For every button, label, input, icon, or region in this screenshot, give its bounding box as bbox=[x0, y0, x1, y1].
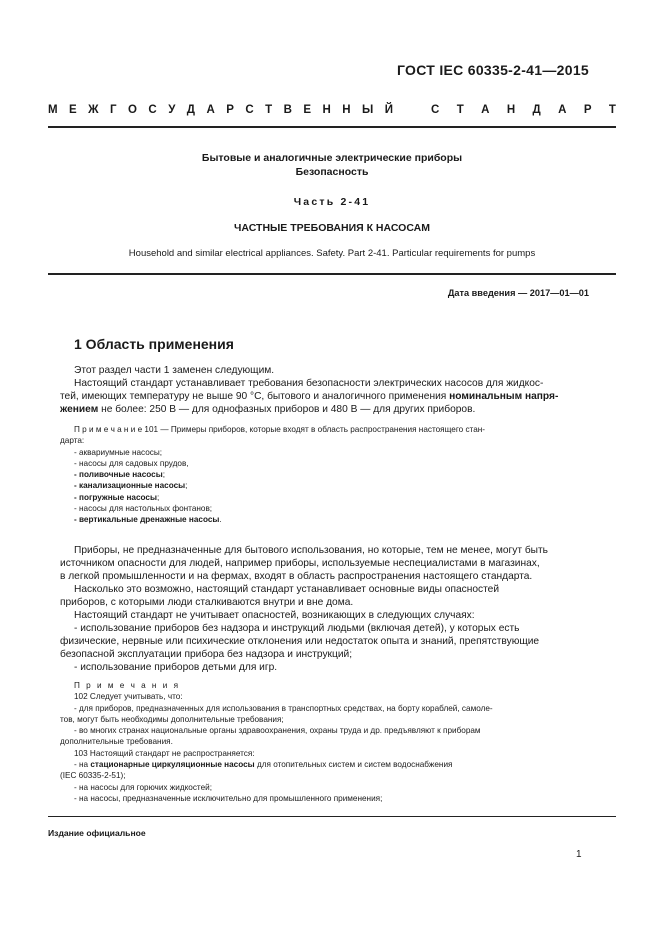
banner-letter: Р bbox=[583, 104, 592, 116]
list-item bbox=[74, 503, 584, 514]
list-item-text: - поливочные насосы bbox=[74, 470, 163, 480]
banner-letter: С bbox=[148, 104, 157, 116]
paragraph-line: источником опасности для людей, например приборы, используемые неспециалистами в магазинах, bbox=[60, 558, 540, 569]
list-item-text: - вертикальные дренажные насосы bbox=[74, 515, 220, 525]
banner-letter: Д bbox=[186, 104, 195, 116]
note-label: П р и м е ч а н и е 101 bbox=[74, 425, 159, 434]
middle-rule bbox=[48, 273, 616, 275]
banner-letter: А bbox=[481, 104, 490, 116]
list-item bbox=[74, 447, 584, 458]
list-item bbox=[74, 514, 584, 525]
official-edition-label: Издание официальное bbox=[48, 828, 146, 838]
part-title: Часть 2-41 bbox=[293, 196, 371, 208]
note-line: дополнительные требования. bbox=[60, 737, 173, 747]
title-line-2: Безопасность bbox=[295, 166, 369, 178]
note-line bbox=[74, 424, 584, 435]
list-item bbox=[74, 492, 584, 503]
paragraph: - использование приборов без надзора и инструкций людьми (включая детей), у которых есть bbox=[74, 623, 520, 634]
banner-letter: В bbox=[283, 104, 292, 116]
notes-label: П р и м е ч а н и я bbox=[74, 681, 181, 690]
list-item-punctuation: ; bbox=[156, 492, 160, 502]
paragraph-line: в легкой промышленности и на фермах, входят в область распространения настоящего стандарта. bbox=[60, 571, 533, 582]
list-item-text: - аквариумные насосы; bbox=[74, 447, 163, 457]
banner-letter: Е bbox=[303, 104, 312, 116]
note-line: - во многих странах национальные органы здравоохранения, охраны труда и др. предъявляют к приборам bbox=[74, 726, 481, 736]
paragraph-line: безопасной эксплуатации прибора без надзора и инструкций; bbox=[60, 649, 353, 660]
banner-letter: У bbox=[168, 104, 176, 116]
footer-rule bbox=[48, 816, 616, 817]
list-item-punctuation: ; bbox=[162, 470, 165, 480]
banner-letter: А bbox=[206, 104, 215, 116]
banner-letter: А bbox=[558, 104, 567, 116]
banner-letter: Т bbox=[608, 104, 616, 116]
list-item-text: - канализационные насосы bbox=[74, 481, 186, 491]
banner-word-interstate bbox=[48, 104, 393, 116]
note-101 bbox=[60, 424, 584, 526]
banner-letter: М bbox=[48, 104, 58, 116]
interstate-standard-banner bbox=[48, 104, 616, 116]
list-item-punctuation: ; bbox=[185, 481, 188, 491]
banner-letter: С bbox=[245, 104, 254, 116]
banner-letter: Д bbox=[532, 104, 541, 116]
note-line: - на насосы для горючих жидкостей; bbox=[74, 782, 212, 792]
banner-letter: Н bbox=[342, 104, 351, 116]
paragraph-line bbox=[60, 403, 584, 416]
text-run: тей, имеющих температуру не выше 90 °С, бытового и аналогичного применения bbox=[60, 391, 450, 402]
banner-letter: Г bbox=[110, 104, 117, 116]
note-line: дарта: bbox=[60, 436, 85, 446]
note-line: 102 Следует учитывать, что: bbox=[74, 692, 183, 702]
paragraph: Насколько это возможно, настоящий стандарт устанавливает основные виды опасностей bbox=[74, 584, 500, 595]
banner-letter: Н bbox=[506, 104, 516, 116]
circulating-pumps-term: стационарные циркуляционные насосы bbox=[90, 760, 255, 770]
banner-letter: Ы bbox=[362, 104, 374, 116]
note-line: - для приборов, предназначенных для использования в транспортных средствах, на борту кораблей, самоле- bbox=[74, 703, 493, 713]
banner-letter: Т bbox=[265, 104, 273, 116]
paragraph: - использование приборов детьми для игр. bbox=[74, 662, 278, 673]
banner-letter: Ж bbox=[88, 104, 99, 116]
paragraph: Настоящий стандарт не учитывает опасностей, возникающих в следующих случаях: bbox=[74, 610, 475, 621]
note-line: 103 Настоящий стандарт не распространяется: bbox=[74, 748, 255, 758]
pump-examples-list bbox=[74, 447, 584, 526]
note-line: - на насосы, предназначенные исключительно для промышленного применения; bbox=[74, 793, 383, 803]
list-item-text: - насосы для садовых прудов, bbox=[74, 458, 189, 468]
paragraph-line bbox=[60, 390, 584, 403]
introduction-date: Дата введения — 2017—01—01 bbox=[447, 288, 589, 298]
notes-102-103 bbox=[60, 680, 584, 804]
paragraph: Приборы, не предназначенные для бытового использования, но которые, тем не менее, могут быть bbox=[74, 545, 548, 556]
list-item bbox=[74, 469, 584, 480]
banner-letter: О bbox=[128, 104, 137, 116]
rated-voltage-term: номинальным напря- bbox=[449, 391, 559, 402]
list-item-punctuation: . bbox=[219, 515, 222, 525]
list-item bbox=[74, 458, 584, 469]
scope-paragraphs bbox=[60, 364, 584, 416]
note-line bbox=[74, 759, 584, 770]
text-run: — Примеры приборов, которые входят в область распространения настоящего стан- bbox=[158, 425, 486, 434]
text-run: не более: 250 В — для однофазных приборов и 480 В — для других приборов. bbox=[98, 404, 476, 415]
banner-letter: Н bbox=[322, 104, 331, 116]
list-item bbox=[74, 480, 584, 491]
page-number: 1 bbox=[576, 849, 582, 860]
rated-voltage-term: жением bbox=[60, 404, 99, 415]
section-title: 1 Область применения bbox=[74, 336, 234, 352]
note-line: тов, могут быть необходимы дополнительные требования; bbox=[60, 714, 284, 724]
text-run: для отопительных систем и систем водоснабжения bbox=[254, 760, 453, 770]
english-title: Household and similar electrical appliances. Safety. Part 2-41. Particular requirements for pumps bbox=[128, 248, 536, 259]
paragraph-line: приборов, с которыми люди сталкиваются внутри и вне дома. bbox=[60, 597, 354, 608]
banner-letter: Р bbox=[226, 104, 234, 116]
title-line-1: Бытовые и аналогичные электрические приборы bbox=[201, 152, 463, 164]
banner-letter: Т bbox=[456, 104, 464, 116]
scope-paragraphs-2 bbox=[60, 544, 584, 674]
list-item-text: - погружные насосы bbox=[74, 492, 157, 502]
paragraph: Настоящий стандарт устанавливает требования безопасности электрических насосов для жидкос- bbox=[74, 378, 544, 389]
banner-letter: Е bbox=[69, 104, 77, 116]
banner-letter: Й bbox=[384, 104, 393, 116]
banner-word-standard bbox=[431, 104, 616, 116]
title-line-3: ЧАСТНЫЕ ТРЕБОВАНИЯ К НАСОСАМ bbox=[234, 222, 430, 234]
text-run: - на bbox=[74, 760, 91, 770]
banner-letter: С bbox=[431, 104, 440, 116]
paragraph: Этот раздел части 1 заменен следующим. bbox=[74, 365, 275, 376]
list-item-text: - насосы для настольных фонтанов; bbox=[74, 504, 213, 514]
top-rule bbox=[48, 126, 616, 128]
note-line: (IEC 60335-2-51); bbox=[60, 771, 126, 781]
paragraph-line: физические, нервные или психические отклонения или недостаток опыта и знаний, препятствующие bbox=[60, 636, 540, 647]
standard-code: ГОСТ IEC 60335-2-41—2015 bbox=[396, 62, 589, 78]
